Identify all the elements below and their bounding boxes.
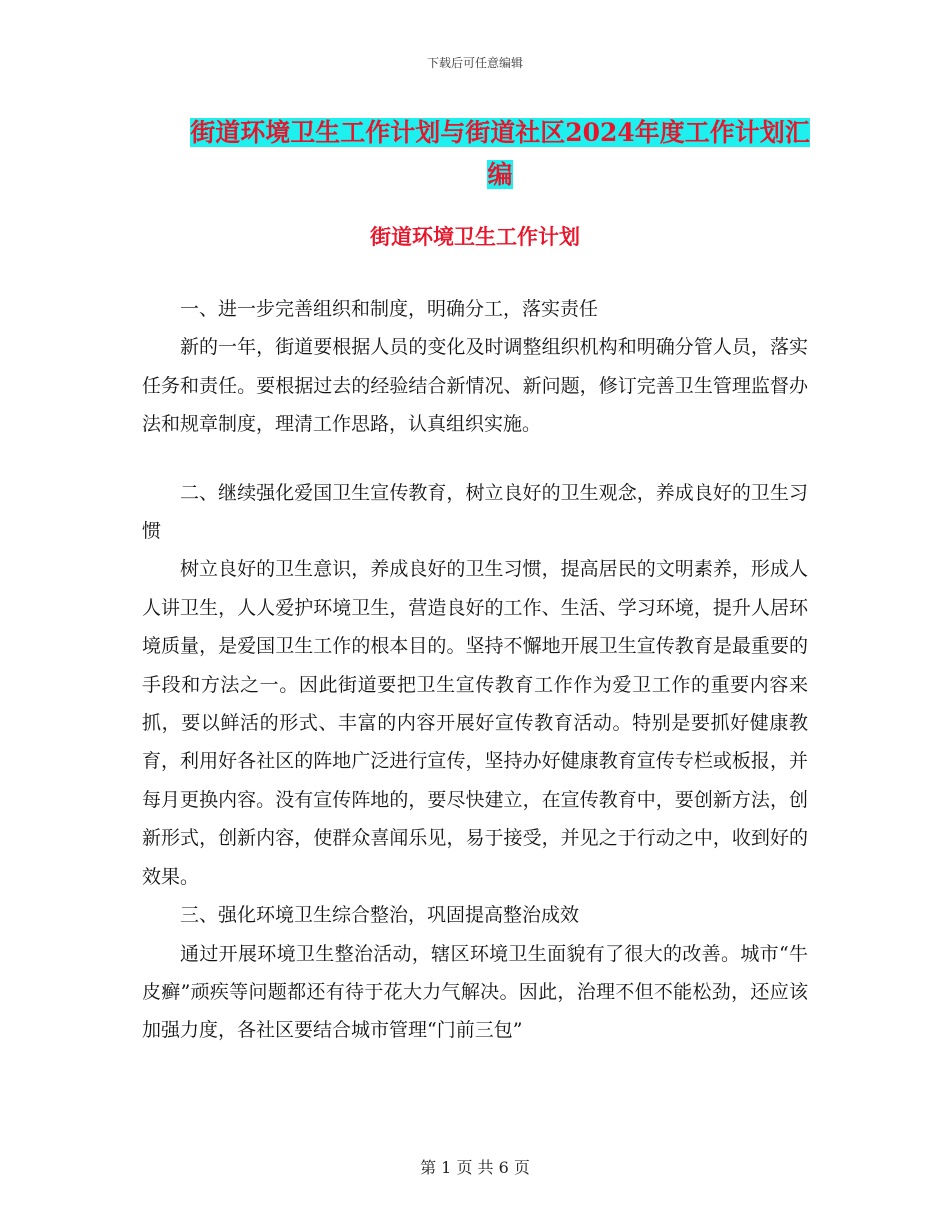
paragraph-2: 树立良好的卫生意识，养成良好的卫生习惯，提高居民的文明素养，形成人人讲卫生，人人爱护环境卫生，营造良好的工作、生活、学习环境，提升人居环境质量，是爱国卫生工作的根本目的。坚持不懈地开展卫生宣传教育是最重要的手段和方法之一。因此街道要把卫生宣传教育工作作为爱卫工作的重要内容来抓，要以鲜活的形式、丰富的内容开展好宣传教育活动。特别是要抓好健康教育，利用好各社区的阵地广泛进行宣传，坚持办好健康教育宣传专栏或板报，并每月更换内容。没有宣传阵地的，要尽快建立，在宣传教育中，要创新方法，创新形式，创新内容，使群众喜闻乐见，易于接受，并见之于行动之中，收到好的效果。 (142, 558, 808, 888)
document-body (142, 290, 808, 1050)
heading-2: 二、继续强化爱国卫生宣传教育，树立良好的卫生观念，养成良好的卫生习惯 (142, 481, 808, 543)
section-title: 街道环境卫生工作计划 (370, 224, 580, 249)
heading-3: 三、强化环境卫生综合整治，巩固提高整治成效 (180, 904, 580, 927)
paragraph-1: 新的一年，街道要根据人员的变化及时调整组织机构和明确分管人员，落实任务和责任。要根据过去的经验结合新情况、新问题，修订完善卫生管理监督办法和规章制度，理清工作思路，认真组织实施。 (142, 336, 808, 436)
document-title-text: 街道环境卫生工作计划与街道社区2024年度工作计划汇编 (190, 118, 810, 189)
document-title (188, 112, 812, 196)
page-number: 第 1 页 共 6 页 (420, 1158, 530, 1177)
paragraph-3: 通过开展环境卫生整治活动，辖区环境卫生面貌有了很大的改善。城市“牛皮癣”顽疾等问题都还有待于花大力气解决。因此，治理不但不能松劲，还应该加强力度，各社区要结合城市管理“门前三包” (142, 942, 808, 1042)
header-note: 下载后可任意编辑 (426, 56, 523, 70)
heading-1: 一、进一步完善组织和制度，明确分工，落实责任 (180, 298, 599, 320)
